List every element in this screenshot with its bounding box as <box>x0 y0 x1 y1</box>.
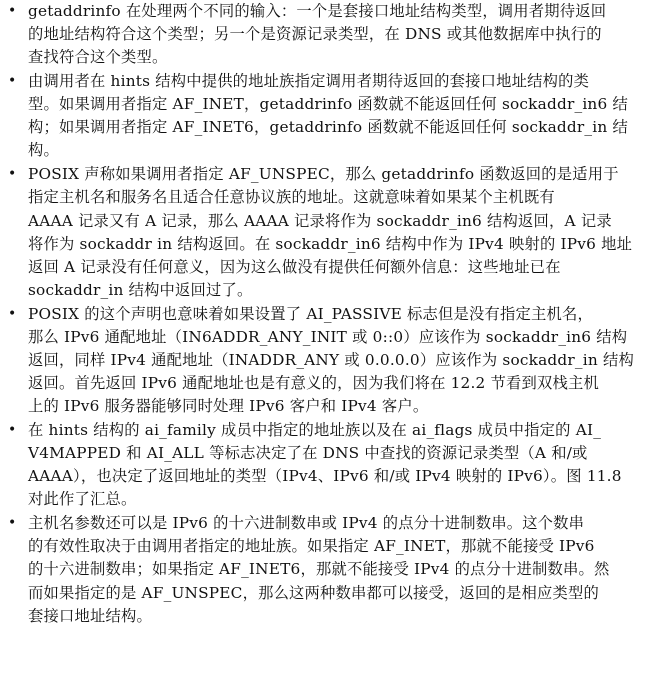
paragraph-line: AAAA），也决定了返回地址的类型（IPv4、IPv6 和/或 IPv4 映射的 IPv6）。图 11.8 <box>28 467 622 486</box>
paragraph-line: 查找符合这个类型。 <box>28 48 168 67</box>
paragraph-line: V4MAPPED 和 AI_ALL 等标志决定了在 DNS 中查找的资源记录类型（A 和/或 <box>28 444 588 463</box>
bullet-marker: • <box>8 166 17 183</box>
paragraph-line: 的十六进制数串；如果指定 AF_INET6，那就不能接受 IPv4 的点分十进制数串。然 <box>28 560 610 579</box>
paragraph-line: 返回。首先返回 IPv6 通配地址也是有意义的，因为我们将在 12.2 节看到双栈主机 <box>28 374 600 392</box>
paragraph-line: 主机名参数还可以是 IPv6 的十六进制数串或 IPv4 的点分十进制数串。这个数串 <box>28 514 585 533</box>
paragraph-line: POSIX 声称如果调用者指定 AF_UNSPEC，那么 getaddrinfo 函数返回的是适用于 <box>28 165 619 184</box>
paragraph-line: 由调用者在 hints 结构中提供的地址族指定调用者期待返回的套接口地址结构的类 <box>28 72 590 91</box>
paragraph-line: 的地址结构符合这个类型；另一个是资源记录类型，在 DNS 或其他数据库中执行的 <box>28 25 602 44</box>
paragraph-line: 对此作了汇总。 <box>28 490 137 509</box>
paragraph-line: sockaddr_in 结构中返回过了。 <box>28 280 253 299</box>
paragraph-line: 构。 <box>28 141 59 160</box>
bullet-marker: • <box>8 515 17 532</box>
paragraph-line: AAAA 记录又有 A 记录，那么 AAAA 记录将作为 sockaddr_in6 结构返回，A 记录 <box>28 211 612 230</box>
paragraph-line: POSIX 的这个声明也意味着如果设置了 AI_PASSIVE 标志但是没有指定主机名， <box>28 304 593 323</box>
bullet-marker: • <box>8 305 17 322</box>
paragraph-line: 那么 IPv6 通配地址（IN6ADDR_ANY_INIT 或 0::0）应该作为 sockaddr_in6 结构 <box>28 327 628 346</box>
bullet-marker: • <box>8 73 17 90</box>
paragraph-line: 将作为 sockaddr in 结构返回。在 sockaddr_in6 结构中作为 IPv4 映射的 IPv6 地址 <box>28 234 633 253</box>
paragraph-line: 型。如果调用者指定 AF_INET，getaddrinfo 函数就不能返回任何 sockaddr_in6 结 <box>28 95 628 114</box>
paragraph-line: 上的 IPv6 服务器能够同时处理 IPv6 客户和 IPv4 客户。 <box>28 397 429 416</box>
paragraph-line: 构；如果调用者指定 AF_INET6，getaddrinfo 函数就不能返回任何 sockaddr_in 结 <box>28 118 628 137</box>
paragraph-line: 而如果指定的是 AF_UNSPEC，那么这两种数串都可以接受，返回的是相应类型的 <box>28 583 599 602</box>
paragraph-line: 返回 A 记录没有任何意义，因为这么做没有提供任何额外信息：这些地址已在 <box>28 257 561 276</box>
paragraph-line: 指定主机名和服务名且适合任意协议族的地址。这就意味着如果某个主机既有 <box>28 188 555 207</box>
bullet-marker: • <box>8 3 17 19</box>
paragraph-line: getaddrinfo 在处理两个不同的输入：一个是套接口地址结构类型，调用者期待返回 <box>28 2 607 20</box>
paragraph-line: 在 hints 结构的 ai_family 成员中指定的地址族以及在 ai_flags 成员中指定的 AI_ <box>28 421 602 439</box>
bullet-marker: • <box>8 422 17 438</box>
paragraph-line: 套接口地址结构。 <box>28 606 152 625</box>
paragraph-line: 返回，同样 IPv4 通配地址（INADDR_ANY 或 0.0.0.0）应该作为 sockaddr_in 结构 <box>28 350 634 369</box>
paragraph-line: 的有效性取决于由调用者指定的地址族。如果指定 AF_INET，那就不能接受 IPv6 <box>28 537 595 556</box>
